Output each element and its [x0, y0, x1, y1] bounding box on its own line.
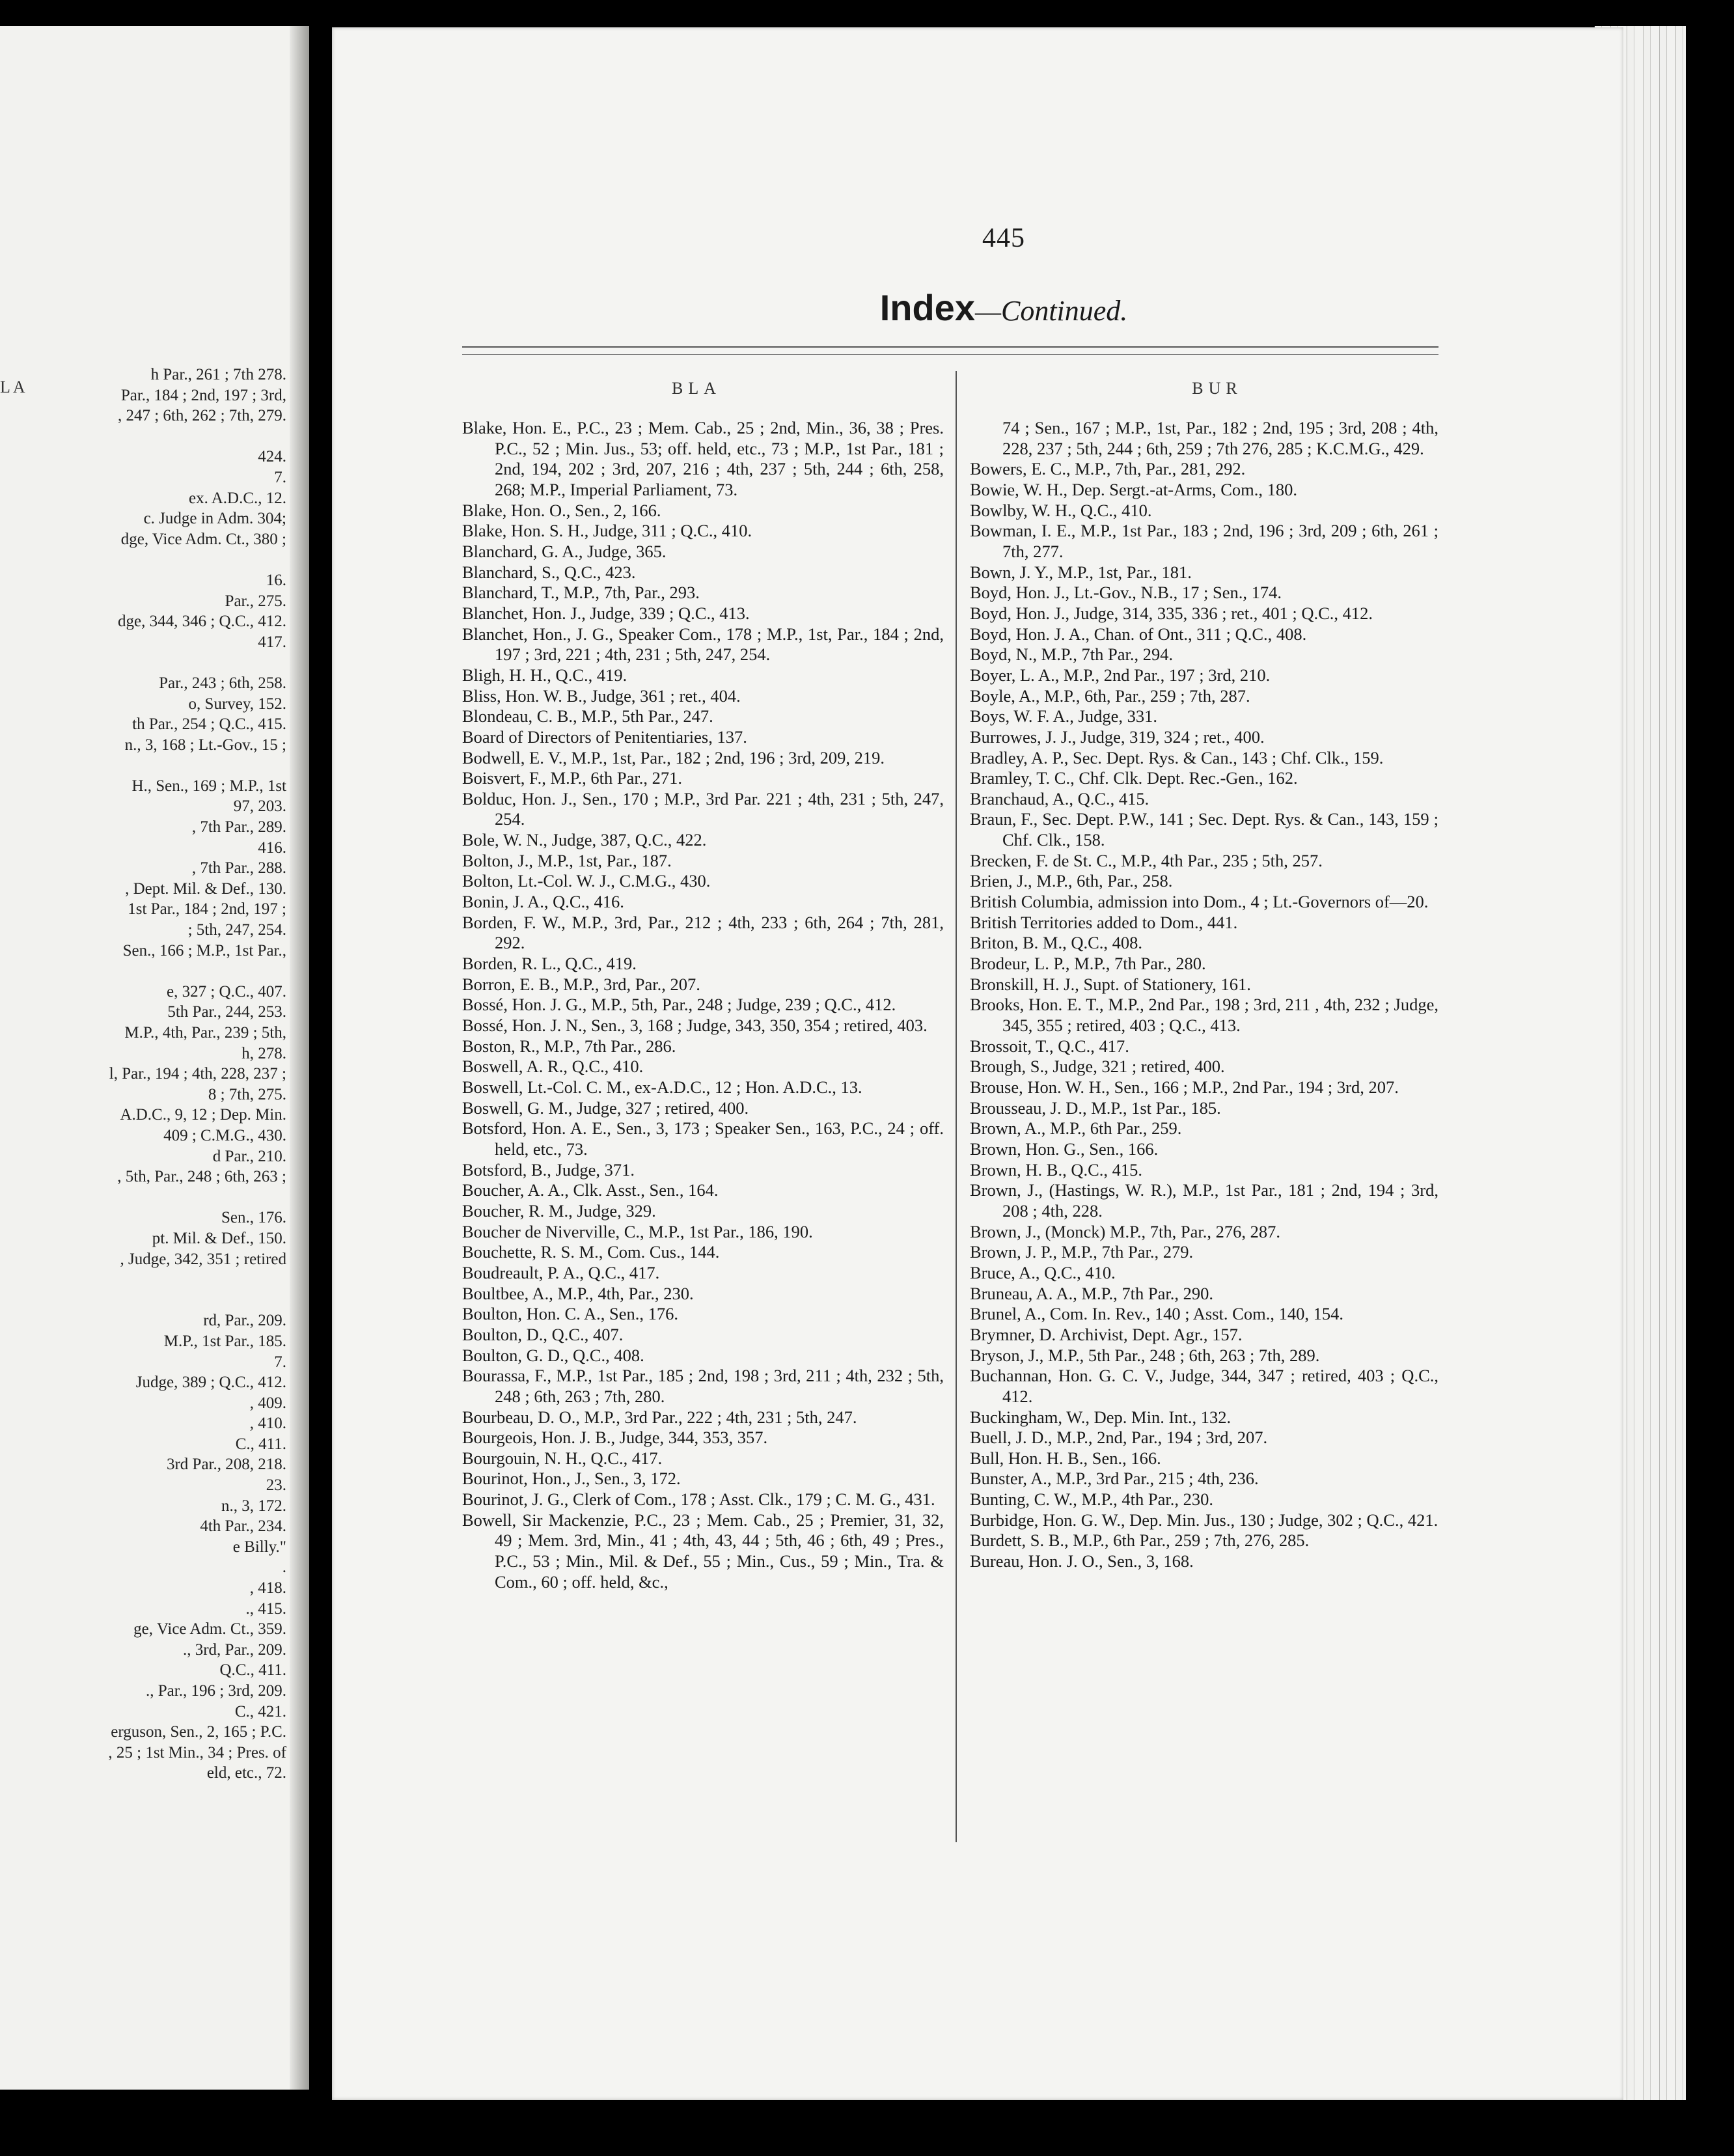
facing-page — [0, 26, 306, 2090]
index-entry: Brown, J., (Hastings, W. R.), M.P., 1st Par., 181 ; 2nd, 194 ; 3rd, 208 ; 4th, 228. — [970, 1180, 1438, 1221]
index-entry: British Territories added to Dom., 441. — [970, 912, 1238, 932]
index-entry: Brown, J. P., M.P., 7th Par., 279. — [970, 1242, 1194, 1262]
index-entry: Blake, Hon. O., Sen., 2, 166. — [462, 500, 661, 520]
index-entry: British Columbia, admission into Dom., 4 ; Lt.-Governors of—20. — [970, 892, 1429, 912]
facing-page-line: ex. A.D.C., 12. — [189, 489, 286, 507]
index-entry: Bunting, C. W., M.P., 4th Par., 230. — [970, 1489, 1214, 1510]
facing-page-line: A.D.C., 9, 12 ; Dep. Min. — [120, 1106, 286, 1124]
index-entry: Blanchard, T., M.P., 7th, Par., 293. — [462, 583, 700, 603]
index-entry: Briton, B. M., Q.C., 408. — [970, 933, 1143, 953]
facing-page-line: 4th Par., 234. — [200, 1517, 286, 1536]
index-entry: Boston, R., M.P., 7th Par., 286. — [462, 1036, 676, 1056]
index-entry: Boudreault, P. A., Q.C., 417. — [462, 1262, 660, 1282]
index-entry: Bolduc, Hon. J., Sen., 170 ; M.P., 3rd Par. 221 ; 4th, 231 ; 5th, 247, 254. — [462, 788, 944, 829]
facing-page-header: LA — [0, 378, 28, 396]
index-entry: Brymner, D. Archivist, Dept. Agr., 157. — [970, 1324, 1243, 1344]
index-entry: 74 ; Sen., 167 ; M.P., 1st, Par., 182 ; 2nd, 195 ; 3rd, 208 ; 4th, 228, 237 ; 5th, 244 ; 6th, 259 ; 7th 276, 285 ; K.C.M.G., 429. — [1002, 418, 1438, 458]
index-entry: Bryson, J., M.P., 5th Par., 248 ; 6th, 263 ; 7th, 289. — [970, 1345, 1320, 1365]
facing-page-line: , 410. — [249, 1415, 286, 1433]
index-entry: Borden, F. W., M.P., 3rd, Par., 212 ; 4th, 233 ; 6th, 264 ; 7th, 281, 292. — [462, 912, 944, 953]
index-entry: Brunel, A., Com. In. Rev., 140 ; Asst. Com., 140, 154. — [970, 1304, 1343, 1324]
facing-page-line: . — [282, 1558, 286, 1577]
facing-page-line: Par., 275. — [225, 592, 286, 610]
facing-page-line: , 409. — [249, 1394, 286, 1412]
facing-page-line: eld, etc., 72. — [206, 1764, 286, 1782]
facing-page-line: ., Par., 196 ; 3rd, 209. — [146, 1682, 286, 1700]
index-entry: Boswell, Lt.-Col. C. M., ex-A.D.C., 12 ; Hon. A.D.C., 13. — [462, 1077, 862, 1097]
index-entry: Brown, J., (Monck) M.P., 7th, Par., 276, 287. — [970, 1221, 1281, 1241]
facing-page-line: 7. — [274, 1353, 286, 1371]
index-entry: Burbidge, Hon. G. W., Dep. Min. Jus., 130 ; Judge, 302 ; Q.C., 421. — [970, 1510, 1438, 1530]
index-entry: Bourinot, Hon., J., Sen., 3, 172. — [462, 1469, 681, 1489]
facing-page-line: pt. Mil. & Def., 150. — [152, 1229, 286, 1247]
index-entry: Brown, Hon. G., Sen., 166. — [970, 1139, 1159, 1159]
index-column-left — [462, 418, 944, 1592]
facing-page-line — [0, 549, 286, 570]
facing-page-line: ge, Vice Adm. Ct., 359. — [133, 1620, 286, 1638]
facing-page-line: h Par., 261 ; 7th 278. — [150, 366, 286, 383]
index-page — [332, 27, 1623, 2100]
facing-page-line: , Dept. Mil. & Def., 130. — [125, 879, 286, 898]
index-entry: Brown, A., M.P., 6th Par., 259. — [970, 1118, 1182, 1139]
book-gutter — [290, 26, 309, 2090]
facing-page-line: C., 421. — [234, 1702, 286, 1721]
index-entry: Bull, Hon. H. B., Sen., 166. — [970, 1448, 1161, 1468]
index-entry: Boultbee, A., M.P., 4th, Par., 230. — [462, 1283, 694, 1303]
heading-dash: — — [974, 297, 1001, 326]
index-entry: Borden, R. L., Q.C., 419. — [462, 954, 637, 974]
facing-page-line: , 7th Par., 288. — [191, 859, 286, 878]
facing-page-line: , 25 ; 1st Min., 34 ; Pres. of — [108, 1743, 286, 1762]
heading-rule-thin — [462, 354, 1438, 355]
index-entry: Brown, H. B., Q.C., 415. — [970, 1159, 1143, 1180]
facing-page-line: 409 ; C.M.G., 430. — [163, 1126, 286, 1144]
index-entry: Boulton, D., Q.C., 407. — [462, 1324, 624, 1344]
facing-page-line: 8 ; 7th, 275. — [208, 1085, 286, 1103]
facing-page-line — [0, 755, 286, 776]
facing-page-line: , 247 ; 6th, 262 ; 7th, 279. — [117, 407, 286, 425]
index-entry: Blanchet, Hon. J., Judge, 339 ; Q.C., 413. — [462, 603, 750, 623]
index-entry: Bruneau, A. A., M.P., 7th Par., 290. — [970, 1283, 1213, 1303]
index-entry: Blondeau, C. B., M.P., 5th Par., 247. — [462, 706, 713, 726]
index-title: Index — [879, 287, 975, 328]
facing-page-line: , 7th Par., 289. — [191, 818, 286, 836]
facing-page-line: 417. — [258, 633, 286, 651]
index-entry: Bourassa, F., M.P., 1st Par., 185 ; 2nd, 198 ; 3rd, 211 ; 4th, 232 ; 5th, 248 ; 6th, 263 ; 7th, 280. — [462, 1366, 944, 1406]
index-entry: Bouchette, R. S. M., Com. Cus., 144. — [462, 1242, 720, 1262]
index-column-right — [970, 418, 1438, 1572]
index-entry: Boyd, N., M.P., 7th Par., 294. — [970, 644, 1174, 665]
facing-page-line: , 5th, Par., 248 ; 6th, 263 ; — [117, 1168, 286, 1186]
index-entry: Blanchard, G. A., Judge, 365. — [462, 541, 667, 561]
facing-page-line: 16. — [266, 571, 286, 589]
facing-page-line: ; 5th, 247, 254. — [187, 921, 286, 939]
index-entry: Bole, W. N., Judge, 387, Q.C., 422. — [462, 830, 707, 850]
index-entry: Boucher, R. M., Judge, 329. — [462, 1200, 656, 1221]
index-entry: Boyd, Hon. J., Judge, 314, 335, 336 ; ret., 401 ; Q.C., 412. — [970, 603, 1373, 623]
index-entry: Bunster, A., M.P., 3rd Par., 215 ; 4th, 236. — [970, 1469, 1259, 1489]
index-continued: Continued. — [1000, 295, 1128, 327]
facing-page-line: 97, 203. — [233, 797, 286, 816]
facing-page-line: 5th Par., 244, 253. — [167, 1003, 286, 1021]
facing-page-line: M.P., 1st Par., 185. — [163, 1332, 286, 1350]
index-entry: Boyd, Hon. J., Lt.-Gov., N.B., 17 ; Sen., 174. — [970, 583, 1282, 603]
index-entry: Bowell, Sir Mackenzie, P.C., 23 ; Mem. Cab., 25 ; Premier, 31, 32, 49 ; Mem. 3rd, Min., 41 ; 4th, 43, 44 ; 5th, 46 ; 6th, 49 ; Pres., P.C., 53 ; Min., Mil. & Def., 55 ; Min., Cus., 59 ; Min., Tra. & Com., 60 ; off. held, &c., — [462, 1510, 944, 1592]
index-entry: Bronskill, H. J., Supt. of Stationery, 161. — [970, 974, 1251, 994]
column-header-right: BUR — [1192, 379, 1243, 398]
index-entry: Bliss, Hon. W. B., Judge, 361 ; ret., 404. — [462, 685, 741, 706]
index-entry: Boswell, G. M., Judge, 327 ; retired, 400. — [462, 1098, 749, 1118]
facing-page-line: , 418. — [249, 1579, 286, 1597]
facing-page-line: d Par., 210. — [212, 1147, 286, 1165]
index-entry: Boucher de Niverville, C., M.P., 1st Par., 186, 190. — [462, 1221, 813, 1241]
column-divider — [956, 371, 957, 1842]
index-entry: Boucher, A. A., Clk. Asst., Sen., 164. — [462, 1180, 719, 1200]
facing-page-line: 3rd Par., 208, 218. — [166, 1456, 286, 1474]
facing-page-line: Par., 243 ; 6th, 258. — [159, 674, 286, 692]
index-entry: Brooks, Hon. E. T., M.P., 2nd Par., 198 ; 3rd, 211 , 4th, 232 ; Judge, 345, 355 ; retired, 403 ; Q.C., 413. — [970, 995, 1438, 1036]
index-entry: Bourgeois, Hon. J. B., Judge, 344, 353, 357. — [462, 1428, 768, 1448]
index-entry: Brodeur, L. P., M.P., 7th Par., 280. — [970, 954, 1206, 974]
index-entry: Bureau, Hon. J. O., Sen., 3, 168. — [970, 1551, 1194, 1571]
facing-page-line: Par., 184 ; 2nd, 197 ; 3rd, — [120, 386, 286, 404]
index-entry: Brien, J., M.P., 6th, Par., 258. — [970, 871, 1173, 891]
index-entry: Bradley, A. P., Sec. Dept. Rys. & Can., 143 ; Chf. Clk., 159. — [970, 747, 1384, 767]
facing-page-line: ., 3rd, Par., 209. — [182, 1640, 286, 1659]
facing-page-line — [0, 961, 286, 982]
index-entry: Brough, S., Judge, 321 ; retired, 400. — [970, 1057, 1225, 1077]
index-entry: Boswell, A. R., Q.C., 410. — [462, 1057, 644, 1077]
index-entry: Botsford, Hon. A. E., Sen., 3, 173 ; Speaker Sen., 163, P.C., 24 ; off. held, etc., 73. — [462, 1118, 944, 1159]
facing-page-line: 23. — [266, 1476, 286, 1495]
facing-page-line: Sen., 166 ; M.P., 1st Par., — [122, 941, 286, 960]
facing-page-line: e, 327 ; Q.C., 407. — [166, 982, 286, 1001]
index-entry: Board of Directors of Penitentiaries, 137. — [462, 726, 747, 747]
index-entry: Blake, Hon. S. H., Judge, 311 ; Q.C., 410. — [462, 521, 752, 541]
facing-page-line: erguson, Sen., 2, 165 ; P.C. — [111, 1723, 286, 1741]
facing-page-line: 1st Par., 184 ; 2nd, 197 ; — [128, 900, 286, 919]
facing-page-line: e Billy." — [232, 1538, 286, 1556]
index-entry: Branchaud, A., Q.C., 415. — [970, 788, 1149, 808]
index-entry: Boyle, A., M.P., 6th, Par., 259 ; 7th, 287. — [970, 685, 1250, 706]
index-entry: Boulton, Hon. C. A., Sen., 176. — [462, 1304, 679, 1324]
facing-page-line: th Par., 254 ; Q.C., 415. — [132, 715, 286, 734]
facing-page-line: C., 411. — [235, 1435, 286, 1453]
heading-rule — [462, 346, 1438, 348]
index-entry: Botsford, B., Judge, 371. — [462, 1159, 635, 1180]
index-entry: Brecken, F. de St. C., M.P., 4th Par., 235 ; 5th, 257. — [970, 850, 1323, 870]
facing-page-line: dge, 344, 346 ; Q.C., 412. — [117, 613, 286, 631]
facing-page-line: , Judge, 342, 351 ; retired — [120, 1250, 286, 1268]
facing-page-line — [0, 1187, 286, 1208]
index-entry: Bowlby, W. H., Q.C., 410. — [970, 500, 1152, 520]
index-entry: Bonin, J. A., Q.C., 416. — [462, 892, 624, 912]
column-header-left: BLA — [672, 379, 721, 398]
index-entry: Bruce, A., Q.C., 410. — [970, 1262, 1116, 1282]
facing-page-line: Q.C., 411. — [219, 1661, 286, 1679]
facing-page-line: Judge, 389 ; Q.C., 412. — [135, 1374, 286, 1392]
index-entry: Burdett, S. B., M.P., 6th Par., 259 ; 7th, 276, 285. — [970, 1530, 1310, 1551]
index-entry: Blanchard, S., Q.C., 423. — [462, 562, 636, 582]
index-heading — [332, 286, 1623, 329]
facing-page-line: h, 278. — [241, 1044, 286, 1062]
facing-page-line: H., Sen., 169 ; M.P., 1st — [131, 777, 286, 795]
index-entry: Blake, Hon. E., P.C., 23 ; Mem. Cab., 25 ; 2nd, Min., 36, 38 ; Pres. P.C., 52 ; Min. Jus., 53; off. held, etc., 73 ; M.P., 1st Par., 181 ; 2nd, 194, 202 ; 3rd, 207, 216 ; 4th, 237 ; 5th, 244 ; 6th, 258, 268; M.P., Imperial Parliament, 73. — [462, 418, 944, 499]
index-entry: Buchannan, Hon. G. C. V., Judge, 344, 347 ; retired, 403 ; Q.C., 412. — [970, 1366, 1438, 1406]
index-entry: Brousseau, J. D., M.P., 1st Par., 185. — [970, 1098, 1221, 1118]
index-entry: Bolton, Lt.-Col. W. J., C.M.G., 430. — [462, 871, 711, 891]
facing-page-line: n., 3, 168 ; Lt.-Gov., 15 ; — [124, 736, 286, 754]
index-entry: Braun, F., Sec. Dept. P.W., 141 ; Sec. Dept. Rys. & Can., 143, 159 ; Chf. Clk., 158. — [970, 809, 1438, 850]
index-entry: Bowman, I. E., M.P., 1st Par., 183 ; 2nd, 196 ; 3rd, 209 ; 6th, 261 ; 7th, 277. — [970, 521, 1438, 561]
index-entry: Boyer, L. A., M.P., 2nd Par., 197 ; 3rd, 210. — [970, 665, 1271, 685]
index-entry: Bramley, T. C., Chf. Clk. Dept. Rec.-Gen., 162. — [970, 768, 1298, 788]
index-entry: Bourbeau, D. O., M.P., 3rd Par., 222 ; 4th, 231 ; 5th, 247. — [462, 1407, 857, 1427]
index-entry: Brossoit, T., Q.C., 417. — [970, 1036, 1129, 1056]
index-entry: Bolton, J., M.P., 1st, Par., 187. — [462, 850, 672, 870]
facing-page-line: M.P., 4th, Par., 239 ; 5th, — [124, 1024, 286, 1042]
index-entry: Burrowes, J. J., Judge, 319, 324 ; ret., 400. — [970, 726, 1265, 747]
index-entry: Boys, W. F. A., Judge, 331. — [970, 706, 1157, 726]
facing-page-line: 416. — [258, 838, 286, 857]
index-entry: Boulton, G. D., Q.C., 408. — [462, 1345, 644, 1365]
facing-page-line: c. Judge in Adm. 304; — [143, 510, 286, 528]
facing-page-line: dge, Vice Adm. Ct., 380 ; — [120, 530, 286, 548]
facing-page-line — [0, 1290, 286, 1311]
facing-page-text — [0, 365, 286, 1784]
facing-page-line: l, Par., 194 ; 4th, 228, 237 ; — [109, 1065, 286, 1083]
facing-page-line: n., 3, 172. — [221, 1497, 286, 1515]
facing-page-line: rd, Par., 209. — [203, 1312, 286, 1330]
index-entry: Bowie, W. H., Dep. Sergt.-at-Arms, Com., 180. — [970, 479, 1297, 499]
index-entry: Buckingham, W., Dep. Min. Int., 132. — [970, 1407, 1232, 1427]
facing-page-line — [0, 652, 286, 673]
page-number: 445 — [982, 223, 1025, 253]
index-entry: Buell, J. D., M.P., 2nd, Par., 194 ; 3rd, 207. — [970, 1428, 1268, 1448]
facing-page-line — [0, 426, 286, 447]
facing-page-line: Sen., 176. — [221, 1209, 286, 1227]
index-entry: Blanchet, Hon., J. G., Speaker Com., 178 ; M.P., 1st, Par., 184 ; 2nd, 197 ; 3rd, 221 ; 4th, 231 ; 5th, 247, 254. — [462, 624, 944, 665]
index-entry: Bodwell, E. V., M.P., 1st, Par., 182 ; 2nd, 196 ; 3rd, 209, 219. — [462, 747, 885, 767]
facing-page-line: 424. — [258, 448, 286, 466]
facing-page-line: ., 415. — [245, 1599, 286, 1618]
index-entry: Bourgouin, N. H., Q.C., 417. — [462, 1448, 663, 1468]
index-entry: Bligh, H. H., Q.C., 419. — [462, 665, 627, 685]
index-entry: Bowers, E. C., M.P., 7th, Par., 281, 292. — [970, 459, 1246, 479]
facing-page-line: o, Survey, 152. — [188, 695, 286, 713]
index-entry: Brouse, Hon. W. H., Sen., 166 ; M.P., 2nd Par., 194 ; 3rd, 207. — [970, 1077, 1399, 1097]
facing-page-line: 7. — [274, 468, 286, 486]
index-entry: Bossé, Hon. J. G., M.P., 5th, Par., 248 ; Judge, 239 ; Q.C., 412. — [462, 995, 896, 1015]
index-entry: Borron, E. B., M.P., 3rd, Par., 207. — [462, 974, 700, 994]
index-entry: Bossé, Hon. J. N., Sen., 3, 168 ; Judge, 343, 350, 354 ; retired, 403. — [462, 1016, 928, 1036]
facing-page-line — [0, 1269, 286, 1290]
index-entry: Bown, J. Y., M.P., 1st, Par., 181. — [970, 562, 1192, 582]
index-entry: Boisvert, F., M.P., 6th Par., 271. — [462, 768, 683, 788]
index-entry: Bourinot, J. G., Clerk of Com., 178 ; Asst. Clk., 179 ; C. M. G., 431. — [462, 1489, 935, 1510]
index-entry: Boyd, Hon. J. A., Chan. of Ont., 311 ; Q.C., 408. — [970, 624, 1307, 644]
